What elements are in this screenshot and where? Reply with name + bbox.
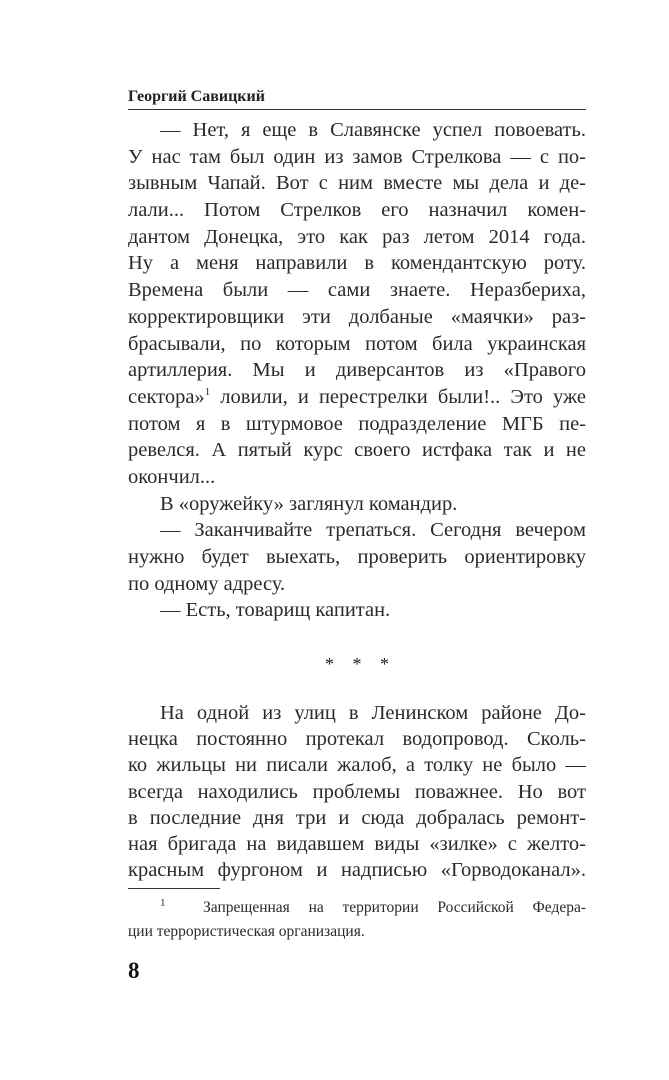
text-line: нужно будет выехать, проверить ориентировку [128, 546, 586, 568]
text-line: — Есть, товарищ капитан. [160, 599, 391, 622]
footnote [128, 896, 586, 944]
header-rule [128, 109, 586, 110]
text-line: Времена были — сами знаете. Неразбериха, [128, 279, 586, 302]
text-line: нецка постоянно протекал водопровод. Сколь- [128, 728, 586, 751]
text-line: В «оружейку» заглянул командир. [160, 492, 458, 515]
text-line-with-footnote [128, 384, 586, 411]
text-line: всегда находились проблемы поважнее. Но вот [128, 780, 586, 803]
text-line: На одной из улиц в Ленинском районе До- [160, 702, 586, 724]
text-fragment: ловили, и перестрелки были!.. Это уже [210, 385, 586, 408]
text-fragment: сектора» [128, 385, 205, 408]
text-line: зывным Чапай. Вот с ним вместе мы дела и де- [128, 172, 586, 195]
paragraph-narrative [128, 700, 586, 883]
text-line: корректировщики эти долбаные «маячки» раз- [128, 305, 586, 328]
footnote-marker: 1 [160, 896, 166, 909]
text-line: лали... Потом Стрелков его назначил комен- [128, 199, 586, 222]
text-line: красным фургоном и надписью «Горводоканал». [128, 859, 586, 882]
text-line: окончил... [128, 465, 216, 488]
text-line: ная бригада на видавшем виды «зилке» с желто- [128, 832, 586, 855]
text-line: — Заканчивайте трепаться. Сегодня вечером [160, 519, 586, 542]
footnote-line [128, 896, 586, 920]
text-line: по одному адресу. [128, 572, 286, 595]
footnote-line: ции террористическая организация. [128, 923, 365, 940]
footnote-text: Запрещенная на территории Российской Федера- [203, 899, 586, 916]
running-header-author: Георгий Савицкий [128, 88, 265, 105]
page-number: 8 [128, 958, 140, 983]
text-line: в последние дня три и сюда добралась ремонт- [128, 806, 586, 829]
text-line: брасывали, по которым потом била украинская [128, 332, 586, 355]
text-line: Ну а меня направили в комендантскую роту. [128, 252, 586, 275]
text-line: ко жильцы ни писали жалоб, а толку не было — [128, 754, 586, 777]
text-line: У нас там был один из замов Стрелкова — с по- [128, 145, 586, 168]
text-line: потом я в штурмовое подразделение МГБ пе- [128, 412, 586, 435]
paragraph-dialogue [128, 117, 586, 624]
text-line: ревелся. А пятый курс своего истфака так и не [128, 439, 586, 462]
section-separator: * * * [325, 654, 389, 674]
footnote-reference: 1 [204, 386, 211, 399]
text-line: дантом Донецка, это как раз летом 2014 года. [128, 225, 586, 248]
text-line: — Нет, я еще в Славянске успел повоевать. [160, 119, 586, 141]
text-line: артиллерия. Мы и диверсантов из «Правого [128, 359, 586, 382]
footnote-rule [128, 888, 220, 889]
